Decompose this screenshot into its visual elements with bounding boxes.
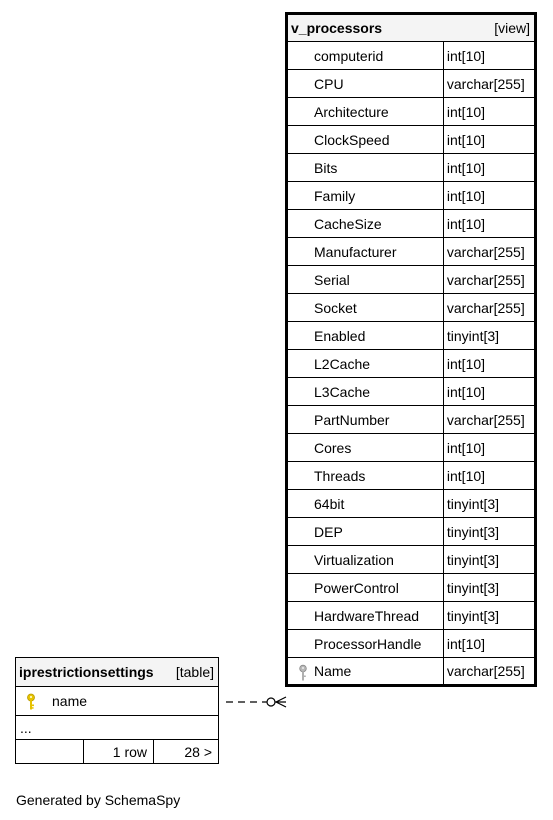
- column-type: int[10]: [443, 154, 535, 182]
- table-row: [287, 154, 536, 182]
- column-type: varchar[255]: [443, 658, 535, 686]
- column-name: computerid: [314, 47, 384, 64]
- table-row: [287, 350, 536, 378]
- column-name: CacheSize: [314, 215, 382, 232]
- table-row: [287, 126, 536, 154]
- table-row: [287, 518, 536, 546]
- table-row: [287, 294, 536, 322]
- table-row: [287, 658, 536, 686]
- table-row: [287, 210, 536, 238]
- column-type: tinyint[3]: [443, 546, 535, 574]
- table-row: [287, 322, 536, 350]
- generated-by-text: Generated by SchemaSpy: [16, 792, 181, 808]
- column-name: Socket: [314, 299, 357, 316]
- column-type: int[10]: [443, 462, 535, 490]
- column-name: PartNumber: [314, 411, 390, 428]
- table-row: [287, 630, 536, 658]
- column-name: Family: [314, 187, 356, 204]
- column-name: Enabled: [314, 327, 366, 344]
- iprestrictionsettings-table: [15, 657, 219, 764]
- column-name: 64bit: [314, 495, 345, 512]
- zero-or-many-circle: [267, 698, 275, 706]
- column-name: DEP: [314, 523, 343, 540]
- column-type: varchar[255]: [443, 70, 535, 98]
- column-name: Virtualization: [314, 551, 394, 568]
- v-processors-table: [285, 12, 537, 687]
- column-type: int[10]: [443, 182, 535, 210]
- table-row: [16, 687, 219, 716]
- table-row: [287, 98, 536, 126]
- table-footer-row: [16, 740, 219, 764]
- v-processors-title: v_processors: [291, 20, 383, 36]
- column-type: int[10]: [443, 126, 535, 154]
- column-type: tinyint[3]: [443, 574, 535, 602]
- v-processors-kind: [view]: [494, 20, 530, 36]
- table-row: [287, 70, 536, 98]
- ellipsis-row: [16, 716, 219, 740]
- iprestrictionsettings-header: [16, 658, 219, 687]
- column-type: varchar[255]: [443, 266, 535, 294]
- column-type: tinyint[3]: [443, 322, 535, 350]
- column-type: varchar[255]: [443, 294, 535, 322]
- iprestrictionsettings-title: iprestrictionsettings: [19, 664, 154, 680]
- table-row: [287, 42, 536, 70]
- table-row: [287, 378, 536, 406]
- table-row: [287, 602, 536, 630]
- column-type: int[10]: [443, 350, 535, 378]
- column-name: Architecture: [314, 103, 389, 120]
- table-row: [287, 434, 536, 462]
- column-name: L2Cache: [314, 355, 371, 372]
- table-row: [287, 574, 536, 602]
- table-row: [287, 462, 536, 490]
- crowfoot-upper: [276, 697, 286, 702]
- column-name: Name: [314, 663, 352, 679]
- children-count-link[interactable]: 28 >: [154, 740, 219, 764]
- column-name: Manufacturer: [314, 243, 397, 260]
- column-type: int[10]: [443, 434, 535, 462]
- column-type: int[10]: [443, 378, 535, 406]
- column-type: int[10]: [443, 98, 535, 126]
- column-name: HardwareThread: [314, 607, 420, 624]
- ellipsis: ...: [16, 716, 219, 740]
- column-name: name: [52, 693, 88, 709]
- table-row: [287, 182, 536, 210]
- column-name: Serial: [314, 271, 350, 288]
- iprestrictionsettings-kind: [table]: [175, 664, 214, 680]
- crowfoot-lower: [276, 702, 286, 707]
- column-name: Bits: [314, 159, 338, 176]
- column-type: tinyint[3]: [443, 490, 535, 518]
- column-name: Cores: [314, 439, 352, 456]
- table-row: [287, 238, 536, 266]
- v-processors-header: [287, 14, 536, 42]
- foreign-key-icon: [298, 664, 308, 682]
- column-type: varchar[255]: [443, 238, 535, 266]
- column-name: PowerControl: [314, 579, 399, 596]
- column-type: int[10]: [443, 42, 535, 70]
- row-count: 1 row: [84, 740, 154, 764]
- column-type: varchar[255]: [443, 406, 535, 434]
- column-type: int[10]: [443, 210, 535, 238]
- primary-key-icon: [26, 693, 36, 711]
- footer-empty-cell: [16, 740, 84, 764]
- column-type: tinyint[3]: [443, 602, 535, 630]
- column-type: tinyint[3]: [443, 518, 535, 546]
- column-type: int[10]: [443, 630, 535, 658]
- column-name: L3Cache: [314, 383, 371, 400]
- table-row: [287, 490, 536, 518]
- table-row: [287, 546, 536, 574]
- column-name: ClockSpeed: [314, 131, 390, 148]
- column-name: ProcessorHandle: [314, 635, 422, 652]
- column-name: Threads: [314, 467, 366, 484]
- column-name: CPU: [314, 75, 344, 92]
- table-row: [287, 266, 536, 294]
- table-row: [287, 406, 536, 434]
